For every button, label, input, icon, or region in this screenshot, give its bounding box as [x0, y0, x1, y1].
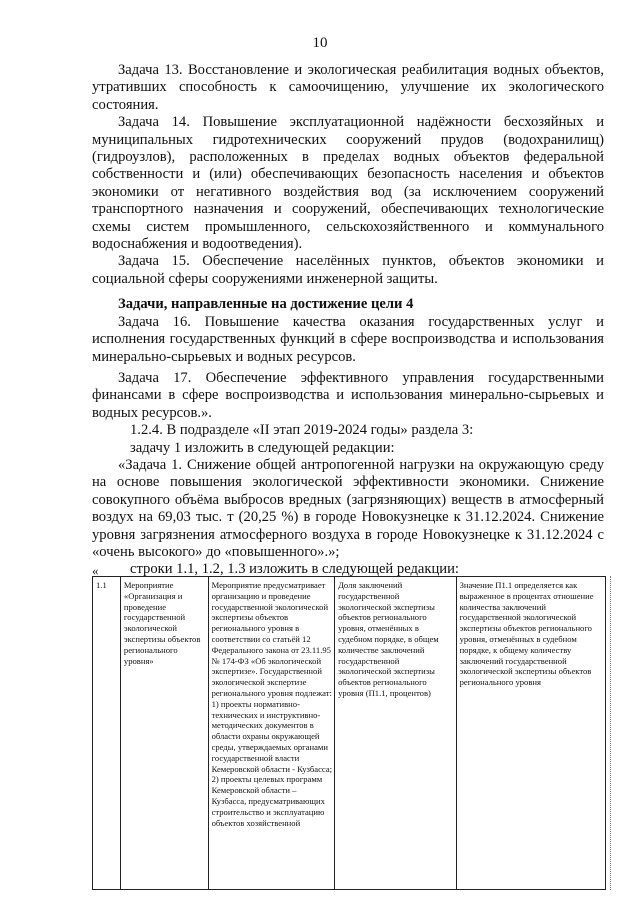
task-14-paragraph: Задача 14. Повышение эксплуатационной надёжности бесхозяйных и муниципальных гидротехнических сооружений прудов (водохранилищ) (гидроузлов), расположенных в пределах водных объектов федеральной собственности и (или) обеспечивающих безопасность населения и объектов экономики от негативного воздействия вод (за исключением сооружений транспортного назначения и сооружений, обеспечивающих технологические схемы систем промышленного, сельскохозяйственного и коммунального водоснабжения и водоотведения).	[92, 114, 604, 253]
measure-description-cell: Мероприятие предусматривает организацию и проведение государственной экологической экспертизы объектов регионального уровня в соответствии со статьёй 12 Федерального закона от 23.11.95 № 174-ФЗ «Об экологической экспертизе». Государственной экологической экспертизе регионального уровня подлежат: 1) проекты нормативно-технических и инструктивно-методических документов в области охраны окружающей среды, утверждаемых органами государственной власти Кемеровской области - Кузбасса; 2) проекты целевых программ Кемеровской области – Кузбасса, предусматривающих строительство и эксплуатацию объектов хозяйственной	[209, 577, 336, 889]
measures-table	[92, 576, 606, 890]
task-17-paragraph: Задача 17. Обеспечение эффективного управления государственными финансами в сфере воспроизводства и использования минерально-сырьевых и водных ресурсов.».	[92, 369, 604, 421]
subsection-1-2-4-paragraph: 1.2.4. В подразделе «II этап 2019-2024 годы» раздела 3:	[130, 422, 474, 439]
goal-4-heading: Задачи, направленные на достижение цели 4	[118, 296, 414, 313]
table-open-quote: «	[92, 563, 99, 578]
body-text	[92, 62, 604, 579]
measure-name-cell: Мероприятие «Организация и проведение государственной экологической экспертизы объектов регионального уровня»	[121, 577, 209, 889]
task-16-paragraph: Задача 16. Повышение качества оказания государственных услуг и исполнения государственных функций в сфере воспроизводства и использования минерально-сырьевых и водных ресурсов.	[92, 313, 604, 365]
task-1-new-text-paragraph: «Задача 1. Снижение общей антропогенной нагрузки на окружающую среду на основе повышения экологической эффективности экономики. Снижение совокупного объёма выбросов вредных (загрязняющих) веществ в атмосферный воздух на 69,03 тыс. т (20,25 %) в городе Новокузнецке к 31.12.2024. Снижение уровня загрязнения атмосферного воздуха в городе Новокузнецке к 31.12.2024 с «очень высокого» до «повышенного».»;	[92, 456, 604, 560]
task-13-paragraph: Задача 13. Восстановление и экологическая реабилитация водных объектов, утративших способность к самоочищению, улучшение их экологического состояния.	[92, 62, 604, 113]
calculation-method-cell: Значение П1.1 определяется как выраженное в процентах отношение количества заключений государственной экологической экспертизы объектов регионального уровня, отменённых в судебном порядке, к общему количеству заключений государственной экологической экспертизы объектов регионального уровня	[459, 580, 594, 688]
indicator-cell: Доля заключений государственной экологической экспертизы объектов регионального уровня, отменённых в судебном порядке, в общем количестве заключений государственной экологической экспертизы объектов регионального уровня (П1.1, процентов)	[335, 577, 457, 889]
page-number: 10	[312, 35, 328, 51]
table-row	[93, 577, 605, 889]
task-15-paragraph: Задача 15. Обеспечение населённых пунктов, объектов экономики и социальной сферы сооружениями инженерной защиты.	[92, 253, 604, 287]
task-1-instruction-paragraph: задачу 1 изложить в следующей редакции:	[130, 439, 395, 456]
page-edge-divider	[610, 576, 612, 890]
rows-instruction-paragraph: строки 1.1, 1.2, 1.3 изложить в следующей редакции:	[130, 561, 459, 578]
row-number-cell: 1.1	[93, 577, 121, 889]
